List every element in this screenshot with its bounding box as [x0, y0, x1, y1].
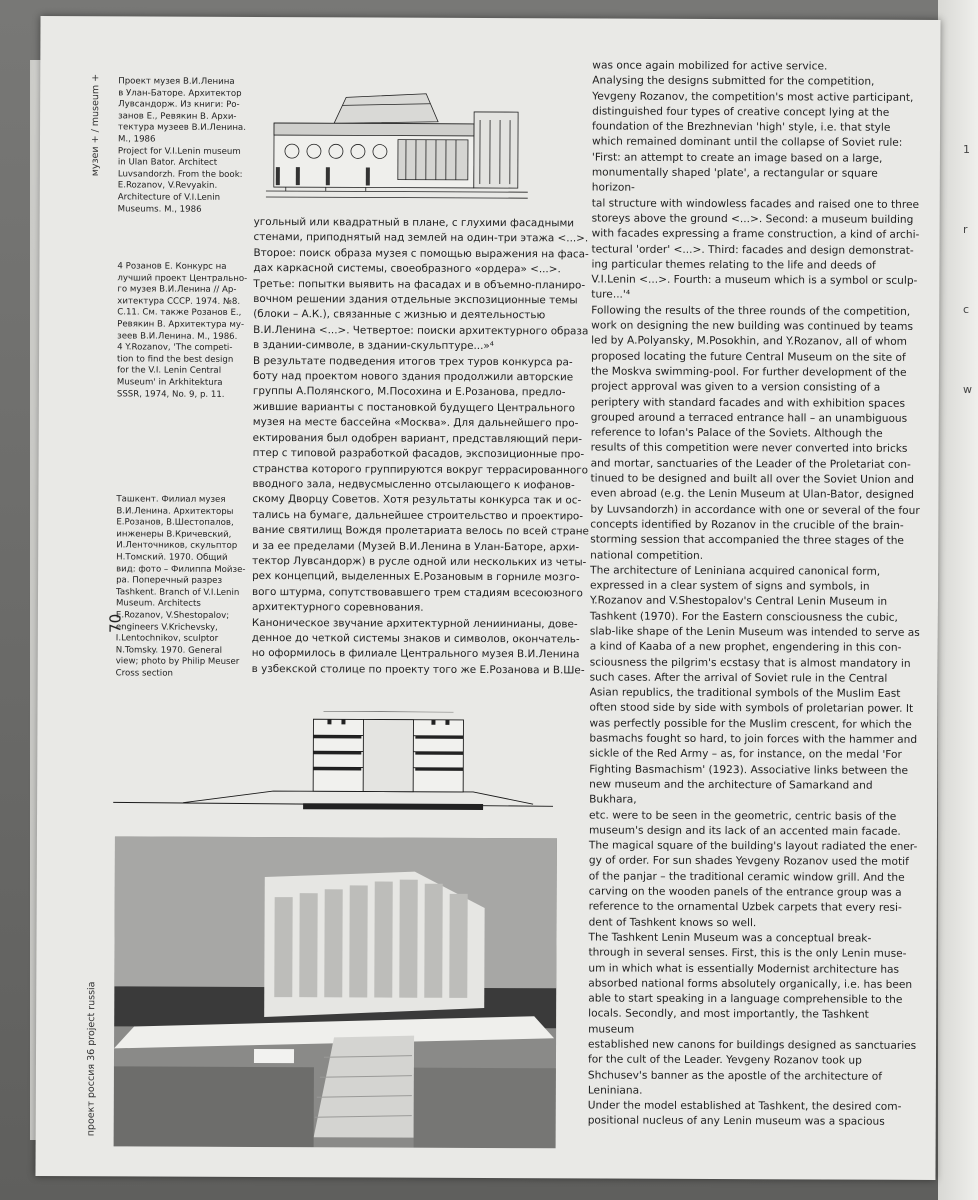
caption-tashkent: Ташкент. Филиал музея В.И.Ленина. Архитекторы Е.Розанов, В.Шестопалов, инженеры В.Кричевский, И.Ленточников, скульптор Н.Томский. 1970. Общий вид: фото – Филиппа Мойзе- ра. Поперечный разрез Tashkent. Branch of V.I.Lenin Museum. Architects E.Rozanov, V.Shestopalov; engineers V.Krichevsky, I.Lentochnikov, sculptor N.Tomsky. 1970. General view; photo by Philip Meuser Cross section [115, 494, 246, 679]
figure-tashkent-photo [114, 836, 557, 1148]
figure-ulan-bator-drawing [266, 83, 537, 214]
footnote-4: 4 Розанов Е. Конкурс на лучший проект Центрально- го музея В.И.Ленина // Ар- хитектура СССР. 1974. №8. С.11. См. также Розанов Е., Ревякин В. Архитектура му- зеев В.И.Ленина. М., 1986. 4 Y.Rozanov, 'The competi- tion to find the best design for the V.I. Lenin Central Museum' in Arkhitektura SSSR, 1974, No. 9, p. 11. [116, 261, 248, 400]
next-page-edge [938, 0, 978, 1200]
caption-ulan-bator: Проект музея В.И.Ленина в Улан-Баторе. Архитектор Лувсандорж. Из книги: Ро- занов Е., Ревякин В. Архи- тектура музеев В.И.Ленина. М., 1986 Project for V.I.Lenin museum in Ulan Bator. Architect Luvsandorzh. From the book: E.Rozanov, V.Revyakin. Architecture of V.I.Lenin Museums. M., 1986 [117, 76, 246, 215]
english-body-text: was once again mobilized for active service. Analysing the designs submitted for the competition, Yevgeny Rozanov, the competition's most active participant, distinguished four types of creative concept lying at the foundation of the Brezhnevian 'high' style, i.e. that style which remained dominant until the collapse of Soviet rule: 'First: an attempt to create an image based on a large, monumentally shaped 'plate', a rectangular or square horizon- tal structure with windowless facades and raised one to three storeys above the ground <...>. Second: a museum building with facades expressing a frame construction, a kind of archi- tectural 'order' <...>. Third: facades and design demonstrat- ing particular themes relating to the life and deeds of V.I.Lenin <...>. Fourth: a museum which is a symbol or sculp- ture...'⁴ Following the results of the three rounds of the competition, work on designing the new building was continued by teams led by A.Polyansky, M.Posokhin, and Y.Rozanov, all of whom proposed locating the future Central Museum on the site of the Moskva swimming-pool. For further development of the project approval was given to a version consisting of a periptery with standard facades and with exhibition spaces grouped around a terraced entrance hall – an unambiguous reference to Iofan's Palace of the Soviets. Although the results of this competition were never converted into bricks and mortar, sanctuaries of the Leader of the Proletariat con- tinued to be designed and built all over the Soviet Union and even abroad (e.g. the Lenin Museum at Ulan-Bator, designed by Luvsandorzh) in accordance with one or several of the four concepts identified by Rozanov in the crucible of the brain- storming session that accompanied the three stages of the national competition. The architecture of Leniniana acquired canonical form, expressed in a clear system of signs and symbols, in Y.Rozanov and V.Shestopalov's Central Lenin Museum in Tashkent (1970). For the Eastern consciousness the cubic, slab-like shape of the Lenin Museum was intended to serve as a kind of Kaaba of a new prophet, engendering in this con- sciousness the pilgrim's ecstasy that is almost mandatory in such cases. After the arrival of Soviet rule in the Central Asian republics, the traditional symbols of the Muslim East often stood side by side with symbols of proletarian power. It was perfectly possible for the Muslim crescent, for which the basmachs fought so hard, to join forces with the hammer and sickle of the Red Army – as, for instance, on the medal 'For Fighting Basmachism' (1923). Associative links between the new museum and the architecture of Samarkand and Bukhara, etc. were to be seen in the geometric, centric basis of the museum's design and its lack of an accented main facade. The magical square of the building's layout radiated the ener- gy of order. For sun shades Yevgeny Rozanov used the motif of the panjar – the traditional ceramic window grill. And the carving on the wooden panels of the entrance group was a reference to the ornamental Uzbek carpets that every resi- dent of Tashkent knows so well. The Tashkent Lenin Museum was a conceptual break- through in several senses. First, this is the only Lenin muse- um in which what is essentially Modernist architecture has absorbed national forms absolutely organically, i.e. has been able to start speaking in a language comprehensible to the locals. Secondly, and most importantly, the Tashkent museum established new canons for buildings designed as sanctuaries for the cult of the Leader. Yevgeny Rozanov took up Shchusev's banner as the apostle of the architecture of Leniniana. Under the model established at Tashkent, the desired com- positional nucleus of any Lenin museum was a spacious [587, 59, 920, 1129]
russian-body-text: угольный или квадратный в плане, с глухими фасадными стенами, приподнятый над землей на один-три этажа <...>. Второе: поиск образа музея с помощью выражения на фаса- дах каркасной системы, своеобразного «ордера» <...>. Третье: попытки выявить на фасадах и в объемно-планиро- вочном решении здания отдельные экспозиционные темы (блоки – А.К.), связанные с жизнью и деятельностью В.И.Ленина <...>. Четвертое: поиски архитектурного образа в здании-символе, в здании-скульптуре...»⁴ В результате подведения итогов трех туров конкурса ра- боту над проектом нового здания продолжили авторские группы А.Полянского, М.Посохина и Е.Розанова, предло- жившие варианты с постановкой будущего Центрального музея на месте бассейна «Москва». Для дальнейшего про- ектирования был одобрен вариант, представляющий пери- птер с типовой разработкой фасадов, экспозиционные про- странства которого группируются вокруг террасированного вводного зала, недвусмысленно отсылающего к иофанов- скому Дворцу Советов. Хотя результаты конкурса так и ос- тались на бумаге, дальнейшее строительство и проектиро- вание святилищ Вождя пролетариата велось по всей стране и за ее пределами (Музей В.И.Ленина в Улан-Баторе, архи- тектор Лувсандорж) в русле одной или нескольких из четы- рех концепций, выделенных Е.Розановым в горниле мозго- вого штурма, сопутствовавшего трем стадиям всесоюзного архитектурного соревнования. Каноническое звучание архитектурной лениинианы, дове- денное до четкой системы знаков и символов, окончатель- но оформилось в филиале Центрального музея В.И.Ленина в узбекской столице по проекту того же Е.Розанова и В.Ше- [251, 215, 589, 677]
cross-section-svg [113, 710, 554, 832]
ulan-bator-elevation-svg [266, 83, 537, 214]
tashkent-photo-svg [114, 836, 557, 1148]
figure-tashkent-cross-section [113, 710, 554, 832]
page-number: 70 [106, 613, 125, 633]
running-head-bottom: проект россия 36 project russia [85, 981, 98, 1137]
running-head-top: музеи + / museum + [89, 73, 102, 177]
magazine-page [35, 16, 940, 1180]
next-page-fragment: 1 r c w [963, 143, 972, 396]
